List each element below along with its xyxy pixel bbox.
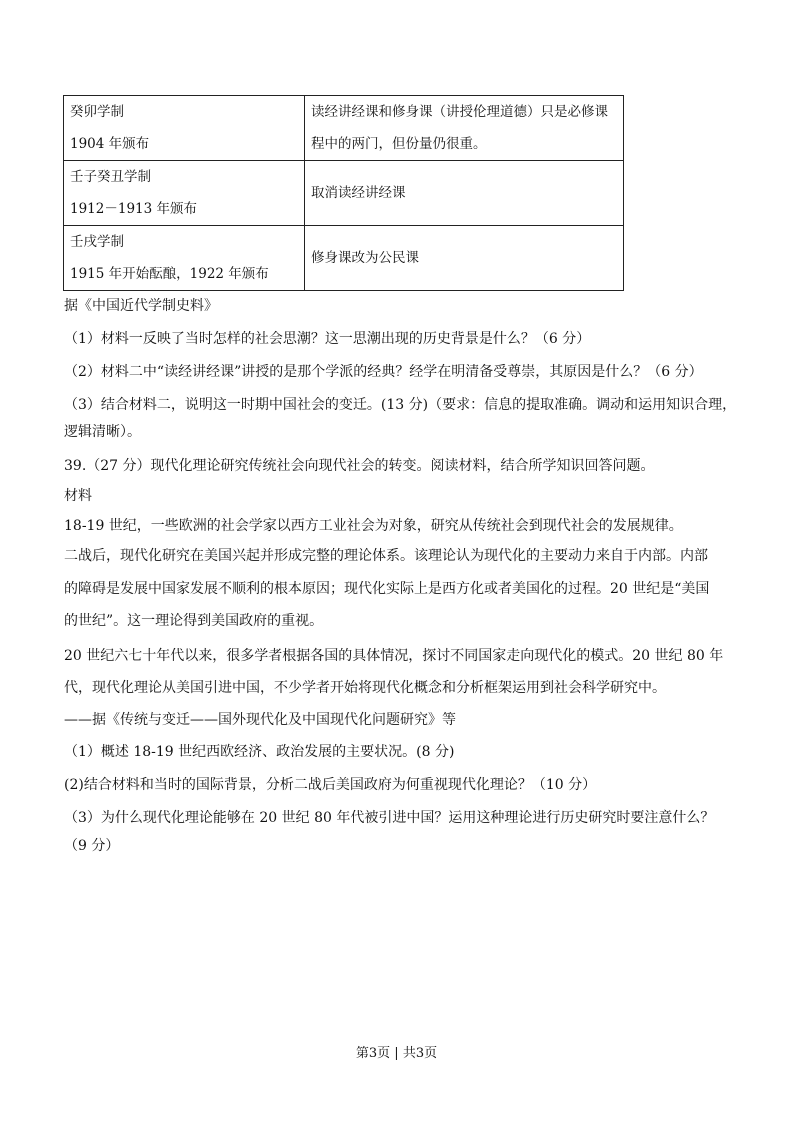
table-row	[64, 96, 624, 161]
system-content: 程中的两门，但份量仍很重。	[311, 136, 487, 152]
material-text: 的世纪”。这一理论得到美国政府的重视。	[64, 613, 324, 629]
system-content-cell	[305, 161, 624, 226]
material-text: 20 世纪六七十年代以来，很多学者根据各国的具体情况，探讨不同国家走向现代化的模式。20 世纪 80 年	[64, 648, 724, 664]
system-content: 取消读经讲经课	[311, 185, 406, 201]
system-date: 1915 年开始酝酿，1922 年颁布	[70, 266, 269, 282]
system-content-cell	[305, 226, 624, 291]
question-text: （2）材料二中“读经讲经课”讲授的是那个学派的经典？经学在明清备受尊崇，其原因是什么？（6 分）	[64, 364, 703, 380]
question-text: （3）为什么现代化理论能够在 20 世纪 80 年代被引进中国？运用这种理论进行历史研究时要注意什么？	[64, 810, 715, 826]
question-heading: 39.（27 分）现代化理论研究传统社会向现代社会的转变。阅读材料，结合所学知识回答问题。	[64, 458, 655, 474]
system-name-cell	[64, 96, 305, 161]
system-content: 修身课改为公民课	[311, 250, 419, 266]
table-row	[64, 161, 624, 226]
system-date: 1912－1913 年颁布	[70, 201, 198, 217]
system-content-cell	[305, 96, 624, 161]
system-name: 壬子癸丑学制	[70, 169, 151, 185]
system-date: 1904 年颁布	[70, 136, 150, 152]
question-text: （3）结合材料二，说明这一时期中国社会的变迁。(13 分)（要求：信息的提取准确。调动和运用知识合理，	[64, 397, 737, 413]
material-text: 代，现代化理论从美国引进中国，不少学者开始将现代化概念和分析框架运用到社会科学研究中。	[64, 680, 666, 696]
system-name: 壬戌学制	[70, 234, 124, 250]
table-row	[64, 226, 624, 291]
material-text: 的障碍是发展中国家发展不顺利的根本原因；现代化实际上是西方化或者美国化的过程。20 世纪是“美国	[64, 581, 710, 597]
school-system-table	[63, 95, 624, 291]
question-text: （1）概述 18-19 世纪西欧经济、政治发展的主要状况。(8 分)	[64, 744, 455, 760]
system-name-cell	[64, 161, 305, 226]
material-text: 二战后，现代化研究在美国兴起并形成完整的理论体系。该理论认为现代化的主要动力来自于内部。内部	[64, 548, 708, 564]
source-citation: ——据《传统与变迁——国外现代化及中国现代化问题研究》等	[64, 712, 456, 728]
question-text: （9 分）	[64, 838, 120, 854]
question-text: （1）材料一反映了当时怎样的社会思潮？这一思潮出现的历史背景是什么？（6 分）	[64, 331, 591, 347]
question-text: (2)结合材料和当时的国际背景，分析二战后美国政府为何重视现代化理论？（10 分）	[64, 777, 597, 793]
system-content: 读经讲经课和修身课（讲授伦理道德）只是必修课	[311, 104, 608, 120]
source-citation: 据《中国近代学制史料》	[64, 298, 218, 314]
system-name-cell	[64, 226, 305, 291]
page-number: 第3页 | 共3页	[355, 1046, 438, 1061]
question-text: 逻辑清晰）。	[64, 424, 141, 440]
material-label: 材料	[64, 488, 92, 504]
system-name: 癸卯学制	[70, 104, 124, 120]
material-text: 18-19 世纪，一些欧洲的社会学家以西方工业社会为对象，研究从传统社会到现代社会的发展规律。	[64, 518, 683, 534]
